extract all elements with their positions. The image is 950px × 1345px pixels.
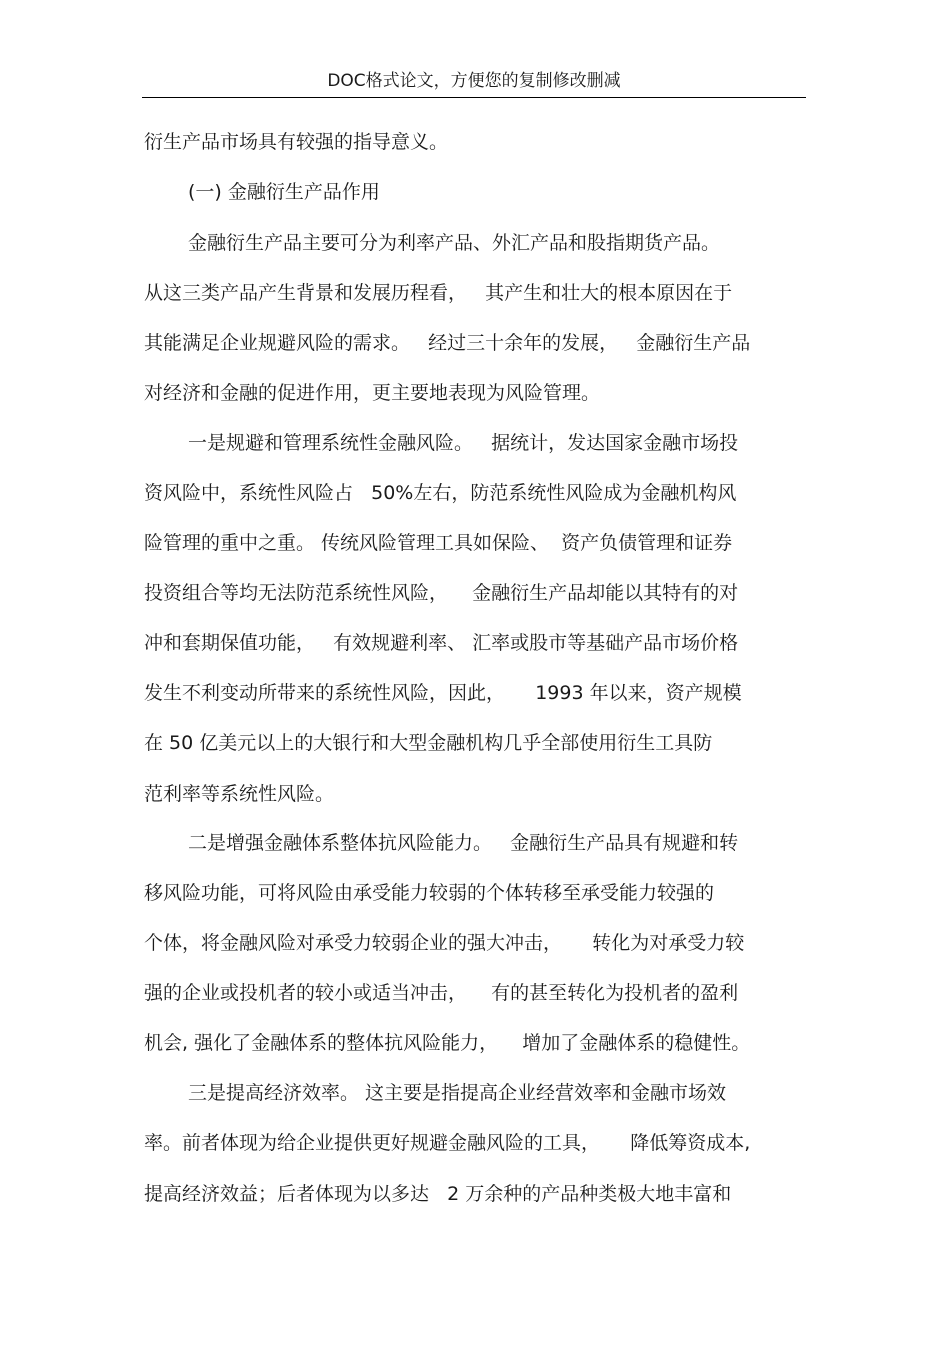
text-line: 机会, 强化了金融体系的整体抗风险能力， 增加了金融体系的稳健性。	[144, 1032, 751, 1054]
text-line: 移风险功能，可将风险由承受能力较弱的个体转移至承受能力较强的	[144, 882, 715, 904]
text-line: 对经济和金融的促进作用，更主要地表现为风险管理。	[144, 382, 601, 404]
text-line: 从这三类产品产生背景和发展历程看， 其产生和壮大的根本原因在于	[144, 282, 733, 304]
text-line: 险管理的重中之重。 传统风险管理工具如保险、 资产负债管理和证券	[144, 532, 733, 554]
text-line: 金融衍生产品主要可分为利率产品、外汇产品和股指期货产品。	[188, 232, 721, 254]
text-line: 强的企业或投机者的较小或适当冲击， 有的甚至转化为投机者的盈利	[144, 982, 739, 1004]
text-line: 在 50 亿美元以上的大银行和大型金融机构几乎全部使用衍生工具防	[144, 732, 713, 754]
text-line: 资风险中，系统性风险占 50%左右，防范系统性风险成为金融机构风	[144, 482, 737, 504]
page-header: DOC格式论文，方便您的复制修改删减	[142, 66, 806, 98]
text-line: 提高经济效益；后者体现为以多达 2 万余种的产品种类极大地丰富和	[144, 1183, 732, 1205]
section-heading: (一) 金融衍生产品作用	[188, 181, 380, 203]
text-line: 一是规避和管理系统性金融风险。 据统计，发达国家金融市场投	[188, 432, 739, 454]
text-line: 范利率等系统性风险。	[144, 783, 335, 805]
text-line: 二是增强金融体系整体抗风险能力。 金融衍生产品具有规避和转	[188, 832, 739, 854]
text-line: 个体，将金融风险对承受力较弱企业的强大冲击， 转化为对承受力较	[144, 932, 745, 954]
text-line: 投资组合等均无法防范系统性风险， 金融衍生产品却能以其特有的对	[144, 582, 739, 604]
text-line: 衍生产品市场具有较强的指导意义。	[144, 131, 449, 153]
text-line: 发生不利变动所带来的系统性风险，因此， 1993 年以来，资产规模	[144, 682, 742, 704]
text-line: 其能满足企业规避风险的需求。 经过三十余年的发展， 金融衍生产品	[144, 332, 751, 354]
text-line: 冲和套期保值功能， 有效规避利率、 汇率或股市等基础产品市场价格	[144, 632, 739, 654]
text-line: 率。前者体现为给企业提供更好规避金融风险的工具， 降低筹资成本,	[144, 1132, 751, 1154]
text-line: 三是提高经济效率。 这主要是指提高企业经营效率和金融市场效	[188, 1082, 727, 1104]
